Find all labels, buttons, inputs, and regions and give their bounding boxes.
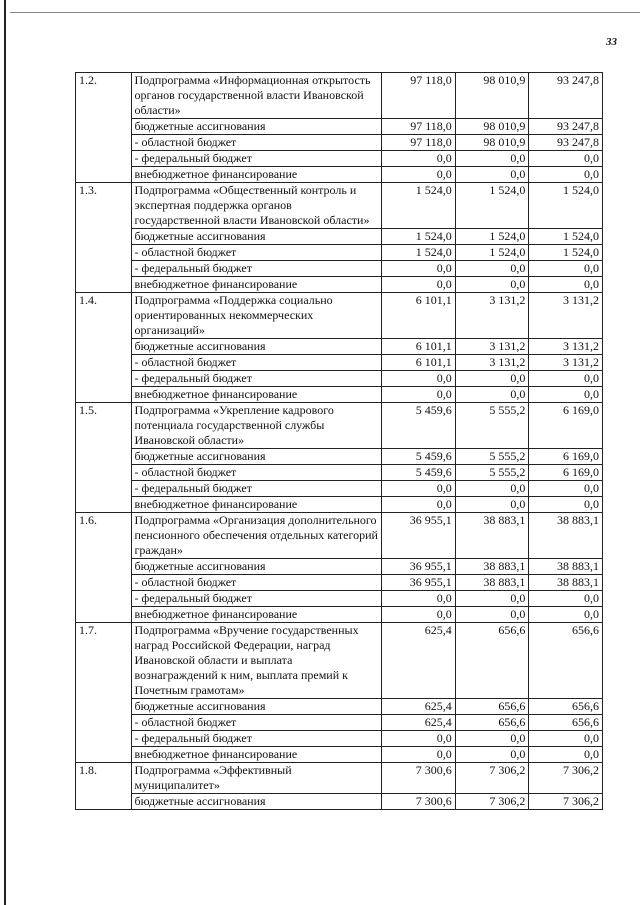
funding-value: 98 010,9 bbox=[455, 135, 529, 151]
subprogram-total-value: 38 883,1 bbox=[529, 513, 603, 559]
funding-source-row bbox=[76, 465, 603, 481]
funding-source-row bbox=[76, 591, 603, 607]
funding-source-label: - федеральный бюджет bbox=[131, 151, 382, 167]
funding-value: 7 306,2 bbox=[529, 794, 603, 810]
subprogram-title: Подпрограмма «Организация дополнительного пенсионного обеспечения отдельных категорий граждан» bbox=[131, 513, 382, 559]
subprogram-total-value: 38 883,1 bbox=[455, 513, 529, 559]
subprogram-total-value: 97 118,0 bbox=[382, 73, 456, 119]
funding-value: 0,0 bbox=[382, 261, 456, 277]
funding-source-label: - областной бюджет bbox=[131, 575, 382, 591]
funding-source-row bbox=[76, 575, 603, 591]
funding-value: 5 459,6 bbox=[382, 465, 456, 481]
funding-value: 0,0 bbox=[529, 731, 603, 747]
funding-value: 0,0 bbox=[382, 731, 456, 747]
subprogram-row bbox=[76, 293, 603, 339]
funding-value: 6 101,1 bbox=[382, 355, 456, 371]
funding-value: 0,0 bbox=[382, 591, 456, 607]
funding-value: 656,6 bbox=[455, 699, 529, 715]
funding-source-label: - федеральный бюджет bbox=[131, 591, 382, 607]
subprogram-total-value: 656,6 bbox=[455, 623, 529, 699]
funding-source-row bbox=[76, 371, 603, 387]
funding-value: 0,0 bbox=[455, 261, 529, 277]
funding-value: 5 555,2 bbox=[455, 449, 529, 465]
funding-value: 0,0 bbox=[455, 591, 529, 607]
funding-source-row bbox=[76, 607, 603, 623]
funding-value: 0,0 bbox=[529, 481, 603, 497]
funding-value: 0,0 bbox=[529, 261, 603, 277]
funding-source-row bbox=[76, 715, 603, 731]
funding-value: 0,0 bbox=[529, 167, 603, 183]
funding-source-label: бюджетные ассигнования bbox=[131, 449, 382, 465]
funding-value: 0,0 bbox=[529, 607, 603, 623]
funding-source-label: бюджетные ассигнования bbox=[131, 794, 382, 810]
subprogram-number: 1.3. bbox=[76, 183, 132, 293]
funding-source-label: - областной бюджет bbox=[131, 355, 382, 371]
funding-value: 0,0 bbox=[382, 371, 456, 387]
funding-source-label: бюджетные ассигнования bbox=[131, 119, 382, 135]
funding-source-label: - областной бюджет bbox=[131, 245, 382, 261]
subprogram-row bbox=[76, 763, 603, 794]
funding-value: 93 247,8 bbox=[529, 119, 603, 135]
funding-source-row bbox=[76, 229, 603, 245]
funding-source-label: - федеральный бюджет bbox=[131, 371, 382, 387]
funding-value: 0,0 bbox=[529, 747, 603, 763]
subprogram-row bbox=[76, 183, 603, 229]
funding-value: 625,4 bbox=[382, 699, 456, 715]
funding-value: 97 118,0 bbox=[382, 135, 456, 151]
funding-value: 6 169,0 bbox=[529, 449, 603, 465]
funding-value: 656,6 bbox=[529, 699, 603, 715]
subprogram-total-value: 7 306,2 bbox=[529, 763, 603, 794]
page-number: 33 bbox=[606, 36, 617, 48]
funding-source-label: бюджетные ассигнования bbox=[131, 229, 382, 245]
funding-value: 0,0 bbox=[382, 151, 456, 167]
funding-value: 98 010,9 bbox=[455, 119, 529, 135]
subprogram-title: Подпрограмма «Информационная открытость органов государственной власти Ивановской области» bbox=[131, 73, 382, 119]
subprogram-total-value: 3 131,2 bbox=[455, 293, 529, 339]
funding-source-row bbox=[76, 261, 603, 277]
funding-source-label: - федеральный бюджет bbox=[131, 261, 382, 277]
funding-source-row bbox=[76, 794, 603, 810]
subprogram-number: 1.6. bbox=[76, 513, 132, 623]
subprogram-total-value: 6 101,1 bbox=[382, 293, 456, 339]
funding-value: 0,0 bbox=[455, 607, 529, 623]
funding-value: 7 306,2 bbox=[455, 794, 529, 810]
subprogram-title: Подпрограмма «Поддержка социально ориентированных некоммерческих организаций» bbox=[131, 293, 382, 339]
funding-value: 93 247,8 bbox=[529, 135, 603, 151]
funding-value: 3 131,2 bbox=[529, 355, 603, 371]
funding-source-row bbox=[76, 481, 603, 497]
funding-source-row bbox=[76, 277, 603, 293]
funding-value: 1 524,0 bbox=[382, 245, 456, 261]
funding-value: 36 955,1 bbox=[382, 575, 456, 591]
subprogram-total-value: 5 459,6 bbox=[382, 403, 456, 449]
funding-value: 0,0 bbox=[382, 481, 456, 497]
funding-source-label: бюджетные ассигнования bbox=[131, 339, 382, 355]
budget-table bbox=[75, 72, 603, 810]
funding-value: 625,4 bbox=[382, 715, 456, 731]
funding-value: 0,0 bbox=[382, 167, 456, 183]
funding-value: 1 524,0 bbox=[455, 245, 529, 261]
funding-value: 5 459,6 bbox=[382, 449, 456, 465]
funding-source-label: - областной бюджет bbox=[131, 715, 382, 731]
funding-source-label: внебюджетное финансирование bbox=[131, 387, 382, 403]
funding-source-row bbox=[76, 355, 603, 371]
funding-value: 36 955,1 bbox=[382, 559, 456, 575]
funding-source-label: - областной бюджет bbox=[131, 135, 382, 151]
funding-value: 0,0 bbox=[455, 167, 529, 183]
funding-source-row bbox=[76, 245, 603, 261]
funding-value: 0,0 bbox=[455, 731, 529, 747]
funding-source-row bbox=[76, 497, 603, 513]
subprogram-number: 1.2. bbox=[76, 73, 132, 183]
funding-source-row bbox=[76, 387, 603, 403]
funding-value: 0,0 bbox=[455, 371, 529, 387]
subprogram-number: 1.7. bbox=[76, 623, 132, 763]
funding-value: 0,0 bbox=[529, 387, 603, 403]
subprogram-total-value: 5 555,2 bbox=[455, 403, 529, 449]
subprogram-row bbox=[76, 73, 603, 119]
funding-value: 1 524,0 bbox=[382, 229, 456, 245]
subprogram-total-value: 1 524,0 bbox=[382, 183, 456, 229]
subprogram-total-value: 625,4 bbox=[382, 623, 456, 699]
funding-value: 38 883,1 bbox=[455, 575, 529, 591]
funding-value: 3 131,2 bbox=[529, 339, 603, 355]
subprogram-total-value: 6 169,0 bbox=[529, 403, 603, 449]
funding-value: 0,0 bbox=[382, 497, 456, 513]
subprogram-title: Подпрограмма «Укрепление кадрового потенциала государственной службы Ивановской области» bbox=[131, 403, 382, 449]
subprogram-row bbox=[76, 513, 603, 559]
funding-source-label: - федеральный бюджет bbox=[131, 731, 382, 747]
funding-value: 0,0 bbox=[529, 591, 603, 607]
subprogram-row bbox=[76, 403, 603, 449]
funding-source-row bbox=[76, 119, 603, 135]
funding-value: 6 101,1 bbox=[382, 339, 456, 355]
subprogram-total-value: 656,6 bbox=[529, 623, 603, 699]
funding-value: 1 524,0 bbox=[455, 229, 529, 245]
funding-source-label: внебюджетное финансирование bbox=[131, 277, 382, 293]
funding-source-label: бюджетные ассигнования bbox=[131, 559, 382, 575]
funding-value: 0,0 bbox=[455, 481, 529, 497]
funding-source-row bbox=[76, 747, 603, 763]
funding-value: 0,0 bbox=[382, 607, 456, 623]
funding-value: 0,0 bbox=[455, 277, 529, 293]
subprogram-total-value: 36 955,1 bbox=[382, 513, 456, 559]
funding-source-row bbox=[76, 167, 603, 183]
subprogram-total-value: 1 524,0 bbox=[529, 183, 603, 229]
funding-source-label: внебюджетное финансирование bbox=[131, 167, 382, 183]
subprogram-number: 1.5. bbox=[76, 403, 132, 513]
subprogram-title: Подпрограмма «Эффективный муниципалитет» bbox=[131, 763, 382, 794]
funding-value: 38 883,1 bbox=[529, 575, 603, 591]
funding-value: 3 131,2 bbox=[455, 339, 529, 355]
funding-value: 5 555,2 bbox=[455, 465, 529, 481]
funding-value: 6 169,0 bbox=[529, 465, 603, 481]
subprogram-title: Подпрограмма «Вручение государственных наград Российской Федерации, наград Ивановской области и выплата вознаграждений к ним, выплата премий к Почетным грамотам» bbox=[131, 623, 382, 699]
funding-value: 1 524,0 bbox=[529, 245, 603, 261]
funding-source-label: бюджетные ассигнования bbox=[131, 699, 382, 715]
funding-value: 0,0 bbox=[529, 371, 603, 387]
funding-value: 7 300,6 bbox=[382, 794, 456, 810]
funding-source-row bbox=[76, 731, 603, 747]
funding-source-row bbox=[76, 339, 603, 355]
funding-value: 0,0 bbox=[382, 277, 456, 293]
funding-source-row bbox=[76, 151, 603, 167]
funding-value: 0,0 bbox=[382, 387, 456, 403]
scan-top-rule bbox=[10, 12, 640, 13]
funding-value: 38 883,1 bbox=[529, 559, 603, 575]
subprogram-total-value: 7 300,6 bbox=[382, 763, 456, 794]
funding-source-row bbox=[76, 135, 603, 151]
funding-value: 97 118,0 bbox=[382, 119, 456, 135]
funding-value: 0,0 bbox=[455, 497, 529, 513]
subprogram-total-value: 93 247,8 bbox=[529, 73, 603, 119]
scan-left-edge bbox=[4, 0, 6, 905]
funding-source-row bbox=[76, 699, 603, 715]
subprogram-total-value: 98 010,9 bbox=[455, 73, 529, 119]
subprogram-total-value: 7 306,2 bbox=[455, 763, 529, 794]
funding-source-row bbox=[76, 559, 603, 575]
funding-value: 0,0 bbox=[455, 387, 529, 403]
funding-value: 0,0 bbox=[529, 151, 603, 167]
funding-value: 3 131,2 bbox=[455, 355, 529, 371]
funding-value: 656,6 bbox=[529, 715, 603, 731]
funding-value: 0,0 bbox=[455, 747, 529, 763]
subprogram-number: 1.4. bbox=[76, 293, 132, 403]
funding-source-row bbox=[76, 449, 603, 465]
funding-value: 0,0 bbox=[455, 151, 529, 167]
funding-value: 38 883,1 bbox=[455, 559, 529, 575]
subprogram-total-value: 3 131,2 bbox=[529, 293, 603, 339]
subprogram-row bbox=[76, 623, 603, 699]
funding-source-label: - областной бюджет bbox=[131, 465, 382, 481]
funding-value: 0,0 bbox=[529, 277, 603, 293]
funding-value: 0,0 bbox=[382, 747, 456, 763]
funding-value: 0,0 bbox=[529, 497, 603, 513]
funding-source-label: внебюджетное финансирование bbox=[131, 497, 382, 513]
funding-source-label: - федеральный бюджет bbox=[131, 481, 382, 497]
subprogram-title: Подпрограмма «Общественный контроль и экспертная поддержка органов государственной власти Ивановской области» bbox=[131, 183, 382, 229]
funding-value: 1 524,0 bbox=[529, 229, 603, 245]
funding-source-label: внебюджетное финансирование bbox=[131, 747, 382, 763]
funding-value: 656,6 bbox=[455, 715, 529, 731]
subprogram-number: 1.8. bbox=[76, 763, 132, 810]
funding-source-label: внебюджетное финансирование bbox=[131, 607, 382, 623]
subprogram-total-value: 1 524,0 bbox=[455, 183, 529, 229]
